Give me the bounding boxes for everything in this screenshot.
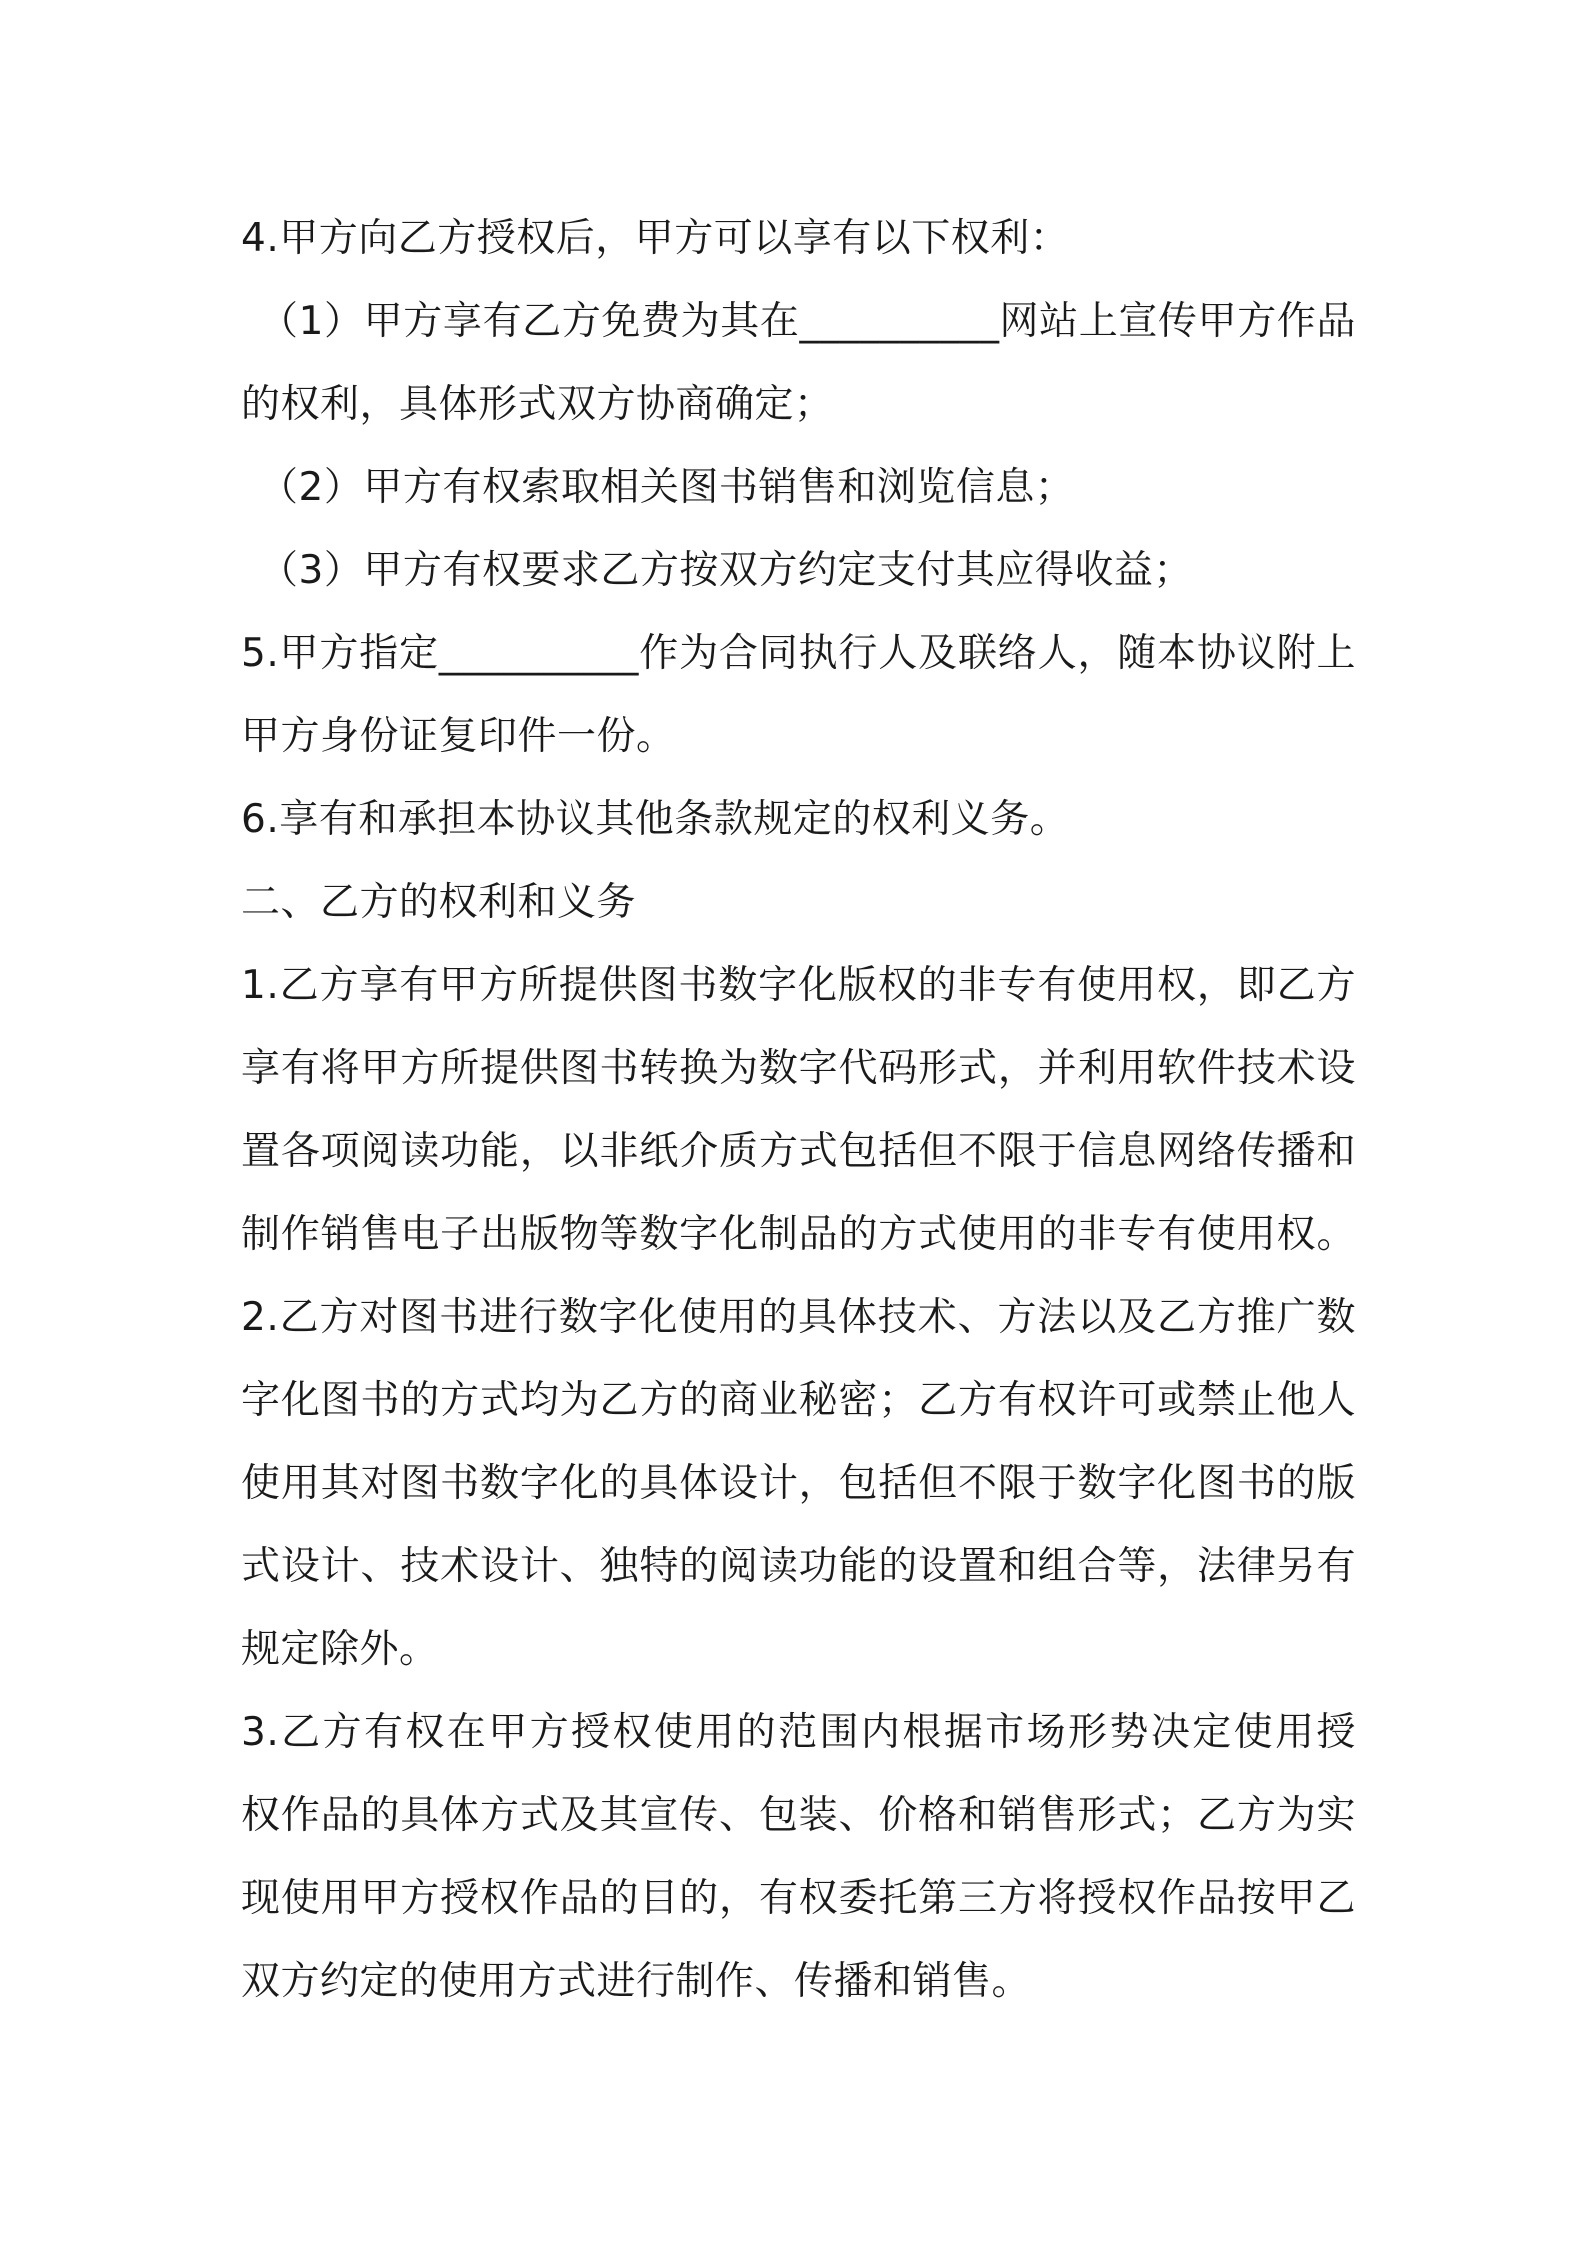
party-b-clause-2-line-2: 字化图书的方式均为乙方的商业秘密；乙方有权许可或禁止他人 (241, 1378, 1356, 1423)
clause-5-line-1: 5.甲方指定__________作为合同执行人及联络人，随本协议附上 (241, 631, 1356, 676)
party-b-clause-1-line-3: 置各项阅读功能，以非纸介质方式包括但不限于信息网络传播和 (241, 1129, 1356, 1174)
clause-5-line-2: 甲方身份证复印件一份。 (241, 714, 676, 759)
clause-4-heading: 4.甲方向乙方授权后，甲方可以享有以下权利： (241, 216, 1070, 261)
party-b-clause-2-line-5: 规定除外。 (241, 1627, 439, 1672)
document-body (241, 197, 1356, 2023)
clause-4-item-1-line-1: （1）甲方享有乙方免费为其在__________网站上宣传甲方作品 (259, 299, 1356, 344)
party-b-clause-2-line-4: 式设计、技术设计、独特的阅读功能的设置和组合等，法律另有 (241, 1544, 1356, 1589)
party-b-clause-3-line-3: 现使用甲方授权作品的目的，有权委托第三方将授权作品按甲乙 (241, 1876, 1356, 1921)
party-b-clause-3-line-4: 双方约定的使用方式进行制作、传播和销售。 (241, 1959, 1032, 2004)
party-b-clause-2-line-1: 2.乙方对图书进行数字化使用的具体技术、方法以及乙方推广数 (241, 1295, 1356, 1340)
section-heading-party-b: 二、乙方的权利和义务 (241, 880, 637, 925)
party-b-clause-1-line-4: 制作销售电子出版物等数字化制品的方式使用的非专有使用权。 (241, 1212, 1356, 1257)
party-b-clause-3-line-2: 权作品的具体方式及其宣传、包装、价格和销售形式；乙方为实 (241, 1793, 1356, 1838)
clause-4-item-3: （3）甲方有权要求乙方按双方约定支付其应得收益； (259, 548, 1193, 593)
party-b-clause-3-line-1: 3.乙方有权在甲方授权使用的范围内根据市场形势决定使用授 (241, 1710, 1356, 1755)
clause-6: 6.享有和承担本协议其他条款规定的权利义务。 (241, 797, 1070, 842)
clause-4-item-2: （2）甲方有权索取相关图书销售和浏览信息； (259, 465, 1075, 510)
clause-4-item-1-line-2: 的权利，具体形式双方协商确定； (241, 382, 834, 427)
party-b-clause-2-line-3: 使用其对图书数字化的具体设计，包括但不限于数字化图书的版 (241, 1461, 1356, 1506)
party-b-clause-1-line-2: 享有将甲方所提供图书转换为数字代码形式，并利用软件技术设 (241, 1046, 1356, 1091)
party-b-clause-1-line-1: 1.乙方享有甲方所提供图书数字化版权的非专有使用权，即乙方 (241, 963, 1356, 1008)
